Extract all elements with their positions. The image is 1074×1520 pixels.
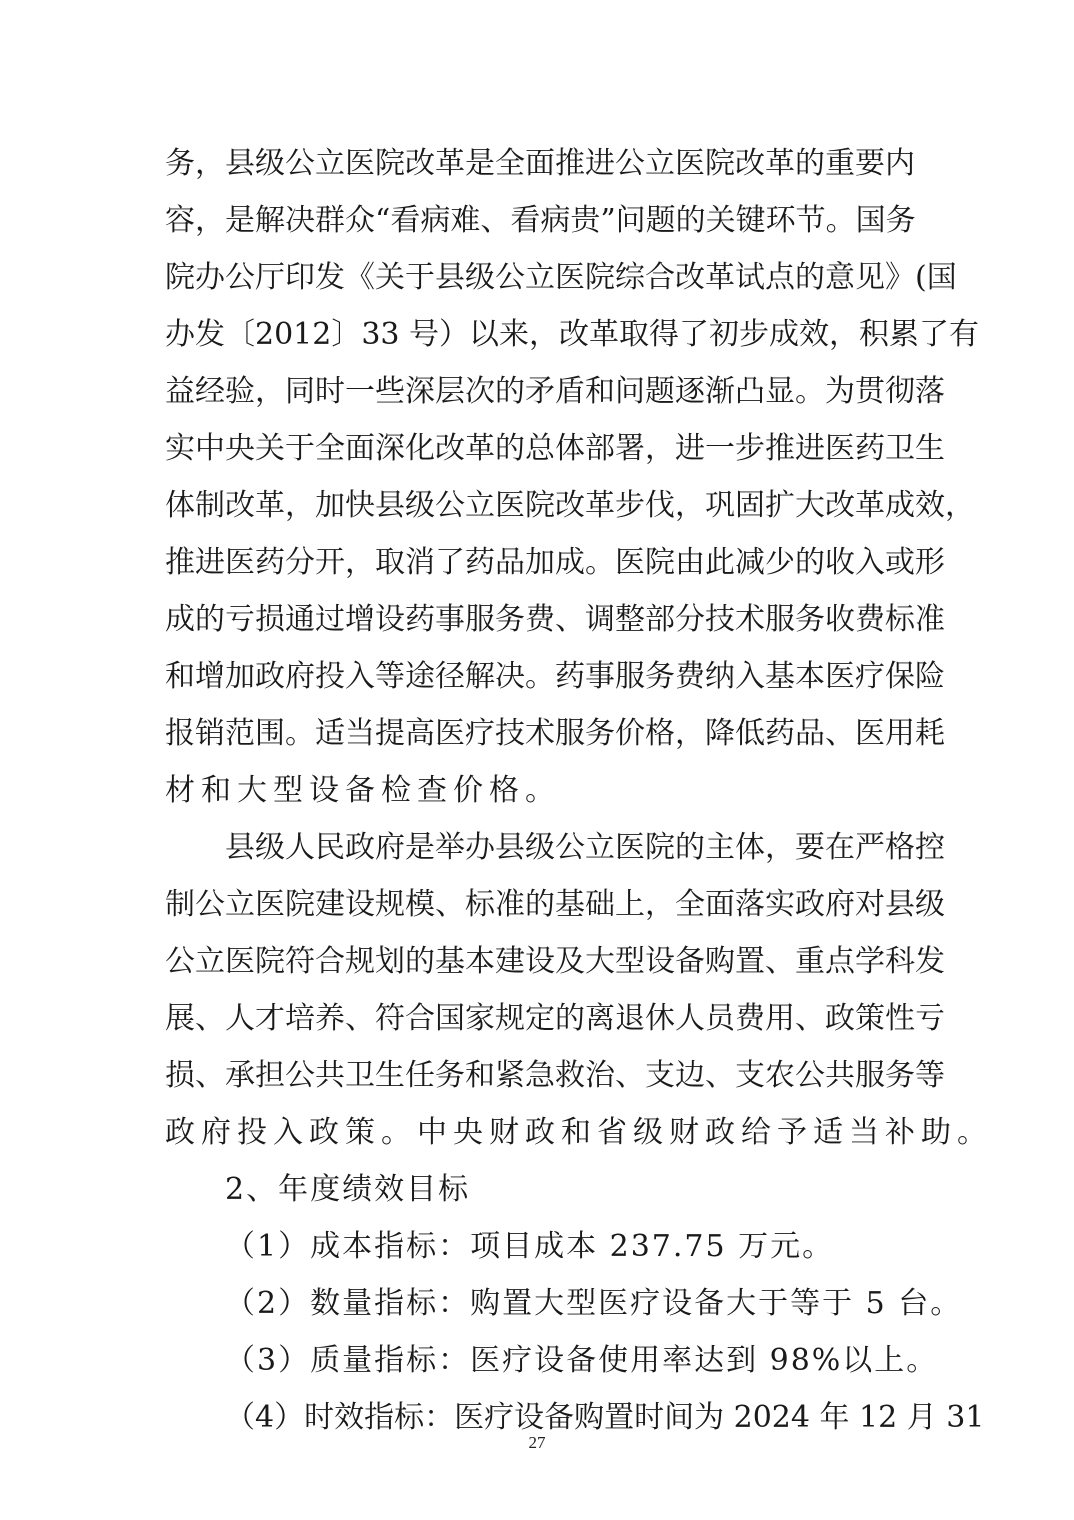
paragraph-line: 院办公厅印发《关于县级公立医院综合改革试点的意见》(国: [165, 260, 957, 295]
paragraph-line: 务，县级公立医院改革是全面推进公立医院改革的重要内: [165, 146, 915, 181]
paragraph-line: 推进医药分开，取消了药品加成。医院由此减少的收入或形: [165, 545, 945, 580]
paragraph-line: 和增加政府投入等途径解决。药事服务费纳入基本医疗保险: [165, 659, 945, 694]
paragraph-line: 展、人才培养、符合国家规定的离退休人员费用、政策性亏: [165, 1001, 945, 1036]
paragraph-line: 制公立医院建设规模、标准的基础上，全面落实政府对县级: [165, 887, 945, 922]
paragraph-line: 县级人民政府是举办县级公立医院的主体，要在严格控: [225, 830, 945, 865]
paragraph-line: 益经验，同时一些深层次的矛盾和问题逐渐凸显。为贯彻落: [165, 374, 945, 409]
indicator-quality: （3）质量指标：医疗设备使用率达到 98%以上。: [225, 1343, 939, 1378]
paragraph-line: 公立医院符合规划的基本建设及大型设备购置、重点学科发: [165, 944, 945, 979]
indicator-quantity: （2）数量指标：购置大型医疗设备大于等于 5 台。: [225, 1286, 963, 1321]
paragraph-line: 损、承担公共卫生任务和紧急救治、支边、支农公共服务等: [165, 1058, 945, 1093]
indicator-cost: （1）成本指标：项目成本 237.75 万元。: [225, 1229, 835, 1264]
section-heading: 2、年度绩效目标: [225, 1172, 471, 1207]
paragraph-line: 体制改革，加快县级公立医院改革步伐，巩固扩大改革成效，: [165, 488, 975, 523]
paragraph-line: 办发〔2012〕33 号）以来，改革取得了初步成效，积累了有: [165, 317, 980, 352]
paragraph-line: 容，是解决群众“看病难、看病贵”问题的关键环节。国务: [165, 203, 916, 238]
paragraph-line: 实中央关于全面深化改革的总体部署，进一步推进医药卫生: [165, 431, 945, 466]
paragraph-line: 报销范围。适当提高医疗技术服务价格，降低药品、医用耗: [165, 716, 945, 751]
paragraph-line: 成的亏损通过增设药事服务费、调整部分技术服务收费标准: [165, 602, 945, 637]
indicator-timeliness: （4）时效指标：医疗设备购置时间为 2024 年 12 月 31: [225, 1400, 985, 1435]
paragraph-line: 政府投入政策。中央财政和省级财政给予适当补助。: [165, 1115, 993, 1150]
page-number: 27: [528, 1433, 546, 1452]
paragraph-line: 材和大型设备检查价格。: [165, 773, 561, 808]
